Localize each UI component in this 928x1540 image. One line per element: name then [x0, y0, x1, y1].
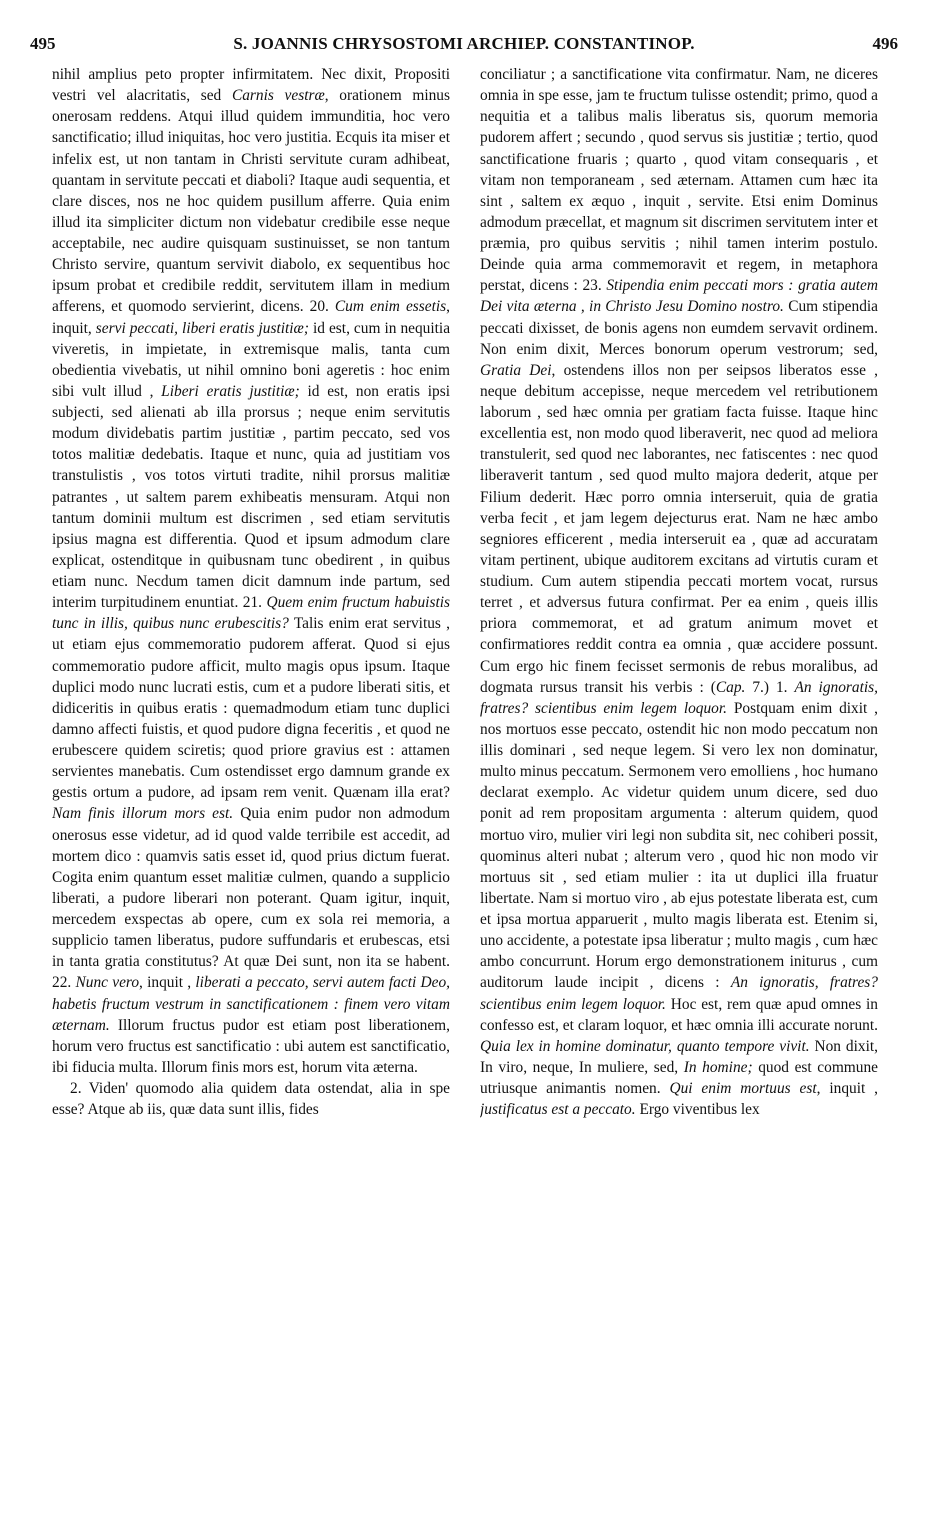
page-number-right: 496 — [872, 34, 898, 53]
paragraph — [52, 64, 450, 1078]
quoted-scripture: Cum enim essetis — [334, 298, 447, 316]
quoted-scripture: Liberi eratis justitiæ; — [161, 382, 300, 400]
quoted-scripture: Nunc vero — [75, 974, 140, 992]
body-text: 7.) 1. — [745, 678, 795, 696]
body-text: id est, non eratis ipsi subjecti, sed alienati ab illa prorsus ; neque enim servitutis modum dividebatis partim justitiæ , partim peccato, sed vos totos malitiæ dedebatis. Itaque et nunc, quia ad justitiam vos transtulistis , vos totos virtuti tradite, nihil prorsus malitiæ patrantes , ut saltem parem exhibeatis mensuram. Atqui non tantum dominii multum est discrimen , sed etiam servitutis ipsius magna est differentia. Quod et ipsum admodum clare explicat, ostenditque in quibusnam tunc obedirent , in quibus etiam nunc. Necdum tamen dicit damnum inde partum, sed interim turpitudinem enuntiat. 21. — [52, 382, 450, 612]
body-text: , inquit , — [816, 1080, 878, 1097]
running-header — [30, 34, 898, 58]
paragraph — [52, 1078, 450, 1120]
quoted-scripture: Carnis vestræ — [231, 87, 325, 105]
quoted-scripture: An ignoratis, fratres? scientibus enim legem loquor. — [480, 974, 878, 1013]
body-text: Hoc est, rem quæ apud omnes in confesso est, et claram loquor, et hæc omnia illi accurate norunt. — [480, 995, 878, 1034]
quoted-scripture: Cap. — [715, 678, 746, 696]
body-text: Quia enim pudor non admodum onerosus esse videtur, ad id quod valde terribile est accedit, ad mortem dico : quamvis satis esset id, quod prius dictum fuerat. Cogita enim quantum esset malitiæ culmen, quando a supplicio liberati, a pudore liberari non poterant. Quam igitur, inquit, mercedem exspectas ab opere, cum ex sola rei memoria, a supplicio tamen liberatus, pudore suffundaris et erubescas, etsi in tanta gratia constitutus? At quæ Dei sunt, non ita se habent. 22. — [52, 805, 450, 992]
quoted-scripture: Nam finis illorum mors est. — [52, 805, 234, 823]
quoted-scripture: In homine; — [683, 1058, 753, 1076]
quoted-scripture: Quem enim fructum habuistis tunc in illis, quibus nunc erubescitis? — [52, 594, 450, 633]
quoted-scripture: liberati a peccato, servi autem facti Deo, habetis fructum vestrum in sanctificationem : finem vero vitam æternam. — [52, 974, 450, 1034]
body-text: 2. Viden' quomodo alia quidem data ostendat, alia in spe esse? Atque ab iis, quæ data sunt illis, fides — [52, 1080, 450, 1119]
body-text: id est, cum in nequitia viveretis, in impietate, in extremisque malis, tanta cum obedientia vivebatis, ut nihil omnino boni ageretis : hoc enim sibi vult illud , — [52, 319, 450, 400]
body-text: , ostendens illos non per seipsos liberatos esse , neque debitum accepisse, neque mercedem vel retributionem laborum , sed hæc omnia per gratiam facta fuisse. Itaque hinc excellentia est, non modo quod liberaverit, nec quod ad meliora transtulerit, sed quod nec laborantes, nec fatiscentes : nec quod liberaverit tantum , sed quod multo majora dederit, atque per Filium dederit. Hæc porro omnia interseruit, quia de gratia verba fecit , et jam legem dejecturus erat. Nam ne hæc ambo segniores efficerent , media interseruit ea , quæ ad accuratam vitam pertinent, ubique auditorem excitans ad virtutis curam et studium. Cum autem stipendia peccati mortem vocat, rursus terret , et adversus futura confirmat. Per ea enim , queis illis priora commemorat, et ad gratum animum movet et confirmatiores reddit contra ea omnia , quæ accidere possunt. Cum ergo hic finem fecisset sermonis de rebus moralibus, ad dogmata rursus transit his verbis : ( — [480, 361, 878, 696]
quoted-scripture: Stipendia enim peccati mors : gratia autem Dei vita æterna , in Christo Jesu Domino nostro. — [480, 277, 878, 316]
body-text: Illorum fructus pudor est etiam post liberationem, horum vero fructus est sanctificatio : ubi autem est sanctificatio, ibi fiducia multa. Illorum finis mors est, horum vita æterna. — [52, 1016, 450, 1076]
body-text: quod est commune utriusque animantis nomen. — [480, 1058, 878, 1097]
body-text: conciliatur ; a sanctificatione vita confirmatur. Nam, ne diceres omnia in spe esse, jam te fructum tulisse ostendit; primo, quod a nequitia et a talibus malis liberatus sis, quorum memoria pudorem affert ; secundo , quod servus sis justitiæ ; tertio, quod sanctificatione fruaris ; quarto , quod vitam consequaris , et vitam non temporaneam , sed æternam. Attamen cum hæc ita sint , saltem ex æquo , inquit , servite. Etsi enim Dominus admodum præcellat, et magnum sit discrimen servitutem inter et præmia, pro quibus servitis ; nihil tamen interim postulo. Deinde quia arma commemoravit et regem, in metaphora perstat, dicens : 23. — [480, 66, 878, 295]
body-text: Cum stipendia peccati dixisset, de bonis agens non eumdem servavit ordinem. Non enim dixit, Merces bonorum operum vestrorum; sed, — [480, 298, 878, 358]
body-text: Ergo viventibus lex — [635, 1101, 760, 1119]
quoted-scripture: An ignoratis, fratres? scientibus enim legem loquor. — [480, 678, 878, 717]
paragraph — [480, 64, 878, 1120]
quoted-scripture: justificatus est a peccato. — [480, 1101, 636, 1119]
body-text: nihil amplius peto propter infirmitatem. Nec dixit, Propositi vestri vel alacritatis, sed — [52, 66, 450, 105]
page-number-left: 495 — [30, 34, 56, 53]
quoted-scripture: Gratia Dei — [480, 361, 552, 379]
left-column — [52, 64, 450, 1529]
body-text: , inquit, — [52, 298, 450, 337]
body-text: Non dixit, In viro, neque, In muliere, sed, — [480, 1037, 878, 1076]
body-text: Talis enim erat servitus , ut etiam ejus commemoratio pudorem afferat. Quod si ejus commemoratio pudore afficit, multo magis opus ipsum. Itaque duplici modo nunc lucrati estis, cum et a pudore liberati sitis, et didiceritis in quibus eratis : quemadmodum etiam tunc duplici damno affecti fuistis, et quod pudore digna feceritis , et quod ne erubescere quidem sciretis; quod priore gravius est : attamen servientes manebatis. Cum ostendisset ergo damnum grande ex gestis ortum a pudore, ad ipsam rem venit. Quænam illa erat? — [52, 615, 450, 802]
body-text: Postquam enim dixit , nos mortuos esse peccato, ostendit hic non modo peccatum non illis dominari , sed neque legem. Si vero lex non dominatur, multo minus peccatum. Sermonem vero emolliens , hoc humano declarat exemplo. Ac videtur quidem unum dicere, sed duo ponit ad rem propositam argumenta : alterum quidem, quod mortuo viro, mulier viri legi non subdita sit, nec cohiberi possit, quominus alteri nubat ; alterum vero , quod hic non modo vir mortuus sit , sed etiam mulier : ita ut duplici illa fruatur libertate. Nam si mortuo viro , ab ejus potestate liberata est, cum et ipsa mortua apparuerit , multo magis liberata est. Etenim si, uno accidente, a potestate ipsa liberatur ; multo magis , cum hæc ambo concurrunt. Horum ergo demonstrationem initurus , cum auditorum laude incipit , dicens : — [480, 699, 878, 992]
running-title: S. JOANNIS CHRYSOSTOMI ARCHIEP. CONSTANTINOP. — [233, 34, 695, 53]
body-text: , inquit , — [139, 974, 196, 992]
right-column — [480, 64, 878, 1529]
quoted-scripture: Quia lex in homine dominatur, quanto tempore vivit. — [480, 1037, 810, 1055]
quoted-scripture: Qui enim mortuus est — [669, 1080, 817, 1097]
quoted-scripture: servi peccati, liberi eratis justitiæ; — [95, 319, 309, 337]
body-text: , orationem minus onerosam reddens. Atqui illud quidem immunditia, hoc vero sanctificatio; illud iniquitas, hoc vero justitia. Ecquis ita miser et infelix est, ut non tantam in Christi servitute curam adhibeat, quantam in servitute peccati et diaboli? Itaque audi sequentia, et clare disces, nos ne hoc quidem pusillum afferre. Quia enim illud ita simpliciter dictum non videbatur credibile esse neque acceptabile, nec audire quisquam sustinuisset, se non tantum Christo servire, quantum servivit diabolo, ex sequentibus hoc ipsum probat et credibile reddit, servitutem illam in medium afferens, et quomodo servierint, dicens. 20. — [52, 87, 450, 316]
